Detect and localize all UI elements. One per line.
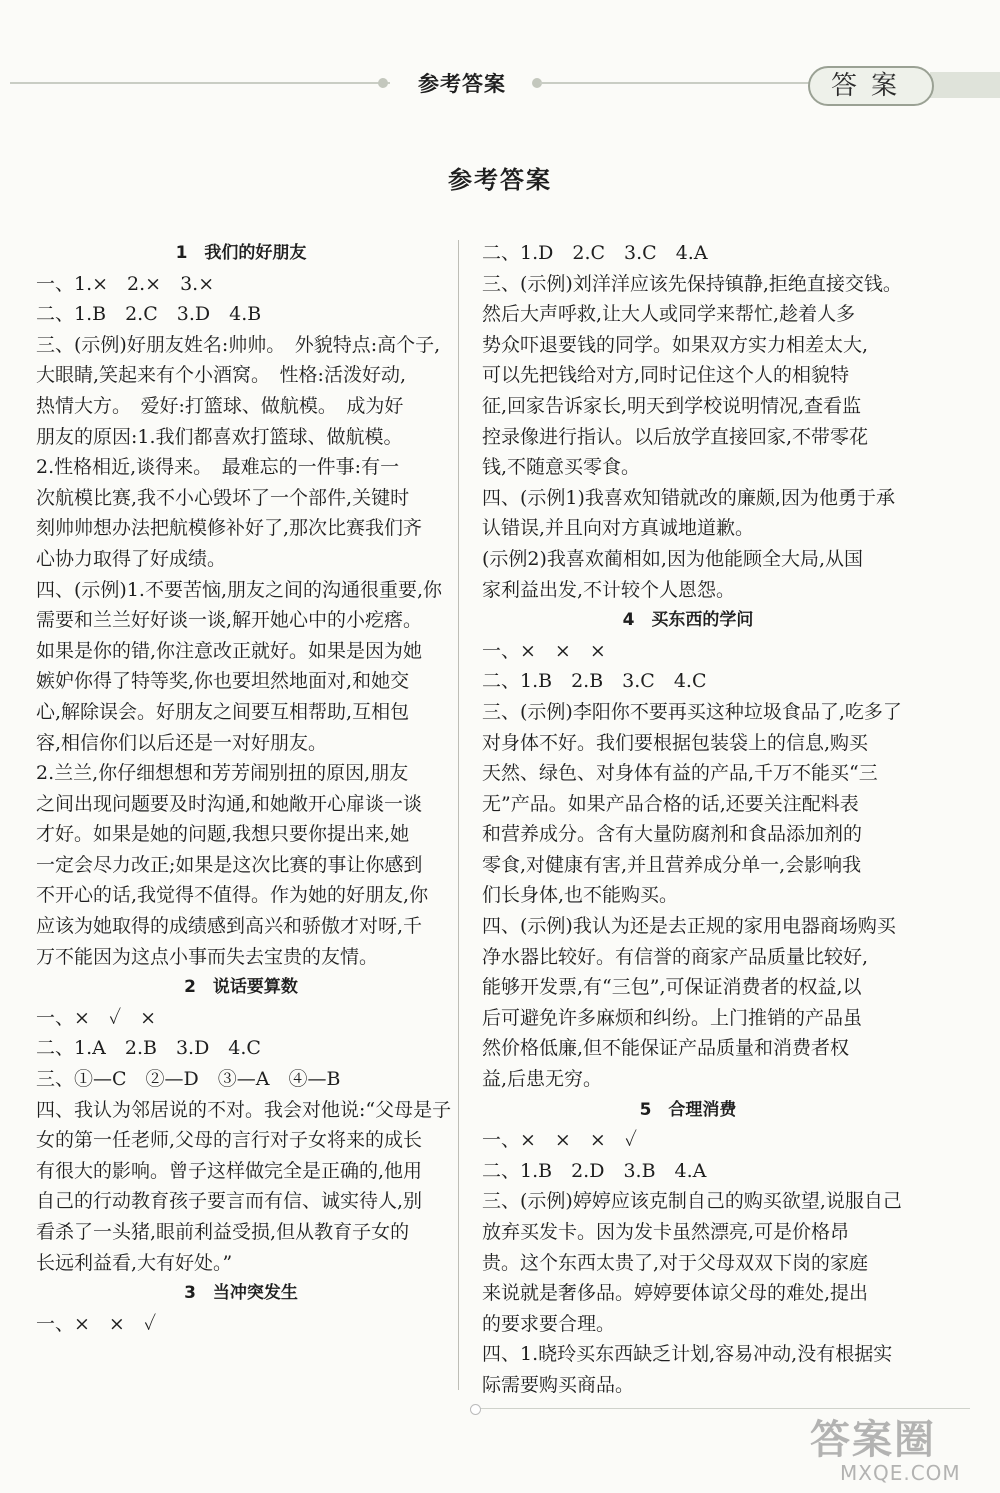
answer-line: 热情大方。 爱好:打篮球、做航模。 成为好 bbox=[36, 394, 404, 417]
answer-line: 放弃买发卡。因为发卡虽然漂亮,可是价格昂 bbox=[482, 1221, 850, 1243]
page-title: 参考答案 bbox=[448, 166, 552, 194]
answer-line: 一、× × × ✓ bbox=[482, 1129, 638, 1152]
header-rule-right bbox=[540, 82, 810, 84]
answer-line: 零食,对健康有害,并且营养成分单一,会影响我 bbox=[482, 853, 862, 876]
answer-line: 四、(示例1)我喜欢知错就改的廉颇,因为他勇于承 bbox=[482, 486, 895, 509]
answer-line: 二、1.A 2.B 3.D 4.C bbox=[36, 1037, 261, 1060]
answer-line: 如果是你的错,你注意改正就好。如果是因为她 bbox=[36, 639, 423, 662]
answer-line: 需要和兰兰好好谈一谈,解开她心中的小疙瘩。 bbox=[36, 609, 423, 632]
answer-line: 心,解除误会。好朋友之间要互相帮助,互相包 bbox=[36, 700, 410, 723]
answer-line: 益,后患无穷。 bbox=[482, 1068, 603, 1091]
answer-line: 来说就是奢侈品。婷婷要体谅父母的难处,提出 bbox=[482, 1282, 869, 1305]
answer-line: 控录像进行指认。以后放学直接回家,不带零花 bbox=[482, 425, 869, 448]
answer-line: 二、1.B 2.B 3.C 4.C bbox=[482, 670, 707, 693]
watermark-text: 答案圈 bbox=[810, 1417, 936, 1463]
watermark-logo bbox=[810, 1418, 990, 1488]
answer-line: 际需要购买商品。 bbox=[482, 1373, 635, 1396]
answer-line: 三、(示例)婷婷应该克制自己的购买欲望,说服自己 bbox=[482, 1190, 902, 1213]
answer-line: 长远利益看,大有好处。” bbox=[36, 1251, 233, 1274]
answer-line: 2.兰兰,你仔细想想和芳芳闹别扭的原因,朋友 bbox=[36, 762, 409, 785]
answer-line: 然价格低廉,但不能保证产品质量和消费者权 bbox=[482, 1037, 850, 1060]
answer-line: 大眼睛,笑起来有个小酒窝。 性格:活泼好动, bbox=[36, 364, 406, 387]
answer-line: 看杀了一头猪,眼前利益受损,但从教育子女的 bbox=[36, 1221, 410, 1243]
answer-line: 和营养成分。含有大量防腐剂和食品添加剂的 bbox=[482, 823, 863, 846]
answer-line: 三、(示例)好朋友姓名:帅帅。 外貌特点:高个子, bbox=[36, 333, 441, 356]
answer-line: 四、(示例)1.不要苦恼,朋友之间的沟通很重要,你 bbox=[36, 578, 443, 601]
answer-line: 三、①—C ②—D ③—A ④—B bbox=[36, 1068, 341, 1091]
answer-line: 四、(示例)我认为还是去正规的家用电器商场购买 bbox=[482, 915, 896, 938]
answer-line: 能够开发票,有“三包”,可保证消费者的权益,以 bbox=[482, 976, 862, 999]
answer-line: 刻帅帅想办法把航模修补好了,那次比赛我们齐 bbox=[36, 517, 423, 540]
section-heading: 1 我们的好朋友 bbox=[175, 243, 307, 263]
answer-line: 四、我认为邻居说的不对。我会对他说:“父母是子 bbox=[36, 1098, 452, 1121]
section-heading: 2 说话要算数 bbox=[184, 977, 298, 998]
answer-line: 之间出现问题要及时沟通,和她敞开心扉谈一谈 bbox=[36, 792, 423, 815]
answer-line: 一、1.× 2.× 3.× bbox=[36, 272, 215, 295]
answer-line: 贵。这个东西太贵了,对于父母双双下岗的家庭 bbox=[482, 1251, 869, 1274]
answer-line: 一定会尽力改正;如果是这次比赛的事让你感到 bbox=[36, 853, 423, 876]
answer-line: 净水器比较好。有信誉的商家产品质量比较好, bbox=[482, 945, 869, 968]
answer-line: 们长身体,也不能购买。 bbox=[482, 884, 679, 907]
header-tab-tail bbox=[930, 72, 1000, 98]
watermark-url: MXQE.COM bbox=[840, 1461, 961, 1485]
header-ornament-left bbox=[378, 78, 388, 88]
answer-line: 心协力取得了好成绩。 bbox=[36, 547, 227, 570]
left-column bbox=[36, 238, 452, 1339]
answer-line: 一、× × ✓ bbox=[36, 1312, 157, 1335]
answer-line: 有很大的影响。曾子这样做完全是正确的,他用 bbox=[36, 1159, 423, 1182]
column-divider bbox=[458, 240, 459, 1390]
answer-line: (示例2)我喜欢蔺相如,因为他能顾全大局,从国 bbox=[482, 547, 863, 570]
answer-line: 二、1.B 2.D 3.B 4.A bbox=[482, 1159, 707, 1182]
answer-line: 容,相信你们以后还是一对好朋友。 bbox=[36, 731, 328, 754]
answer-line: 三、(示例)刘洋洋应该先保持镇静,拒绝直接交钱。 bbox=[482, 272, 902, 295]
answer-line: 天然、绿色、对身体有益的产品,千万不能买“三 bbox=[482, 762, 878, 785]
answer-line: 然后大声呼救,让大人或同学来帮忙,趁着人多 bbox=[482, 303, 856, 326]
answer-line: 朋友的原因:1.我们都喜欢打篮球、做航模。 bbox=[36, 425, 403, 448]
answer-line: 对身体不好。我们要根据包装袋上的信息,购买 bbox=[482, 731, 869, 754]
answer-line: 认错误,并且向对方真诚地道歉。 bbox=[482, 517, 755, 540]
header-title: 参考答案 bbox=[418, 72, 506, 96]
answer-line: 三、(示例)李阳你不要再买这种垃圾食品了,吃多了 bbox=[482, 700, 902, 723]
answer-tab: 答案 bbox=[808, 66, 934, 106]
answer-line: 势众吓退要钱的同学。如果双方实力相差太大, bbox=[482, 333, 869, 356]
header-rule-left bbox=[10, 82, 390, 84]
answer-line: 一、× ✓ × bbox=[36, 1006, 157, 1029]
answer-line: 不开心的话,我觉得不值得。作为她的好朋友,你 bbox=[36, 884, 429, 907]
answer-line: 后可避免许多麻烦和纠纷。上门推销的产品虽 bbox=[482, 1006, 863, 1029]
answer-line: 2.性格相近,谈得来。 最难忘的一件事:有一 bbox=[36, 456, 400, 479]
answer-line: 可以先把钱给对方,同时记住这个人的相貌特 bbox=[482, 364, 850, 387]
footer-ornament bbox=[470, 1404, 481, 1415]
answer-line: 嫉妒你得了特等奖,你也要坦然地面对,和她交 bbox=[36, 670, 410, 693]
answer-line: 一、× × × bbox=[482, 639, 606, 662]
footer-rule bbox=[470, 1408, 970, 1409]
answer-line: 次航模比赛,我不小心毁坏了一个部件,关键时 bbox=[36, 486, 410, 509]
section-heading: 4 买东西的学问 bbox=[622, 610, 754, 631]
answer-line: 女的第一任老师,父母的言行对子女将来的成长 bbox=[36, 1129, 423, 1152]
answer-line: 征,回家告诉家长,明天到学校说明情况,查看监 bbox=[482, 394, 862, 417]
answer-line: 万不能因为这点小事而失去宝贵的友情。 bbox=[36, 945, 379, 968]
page-header bbox=[0, 60, 1000, 112]
answer-line: 应该为她取得的成绩感到高兴和骄傲才对呀,千 bbox=[36, 915, 423, 938]
section-heading: 3 当冲突发生 bbox=[184, 1283, 298, 1304]
answer-line: 四、1.晓玲买东西缺乏计划,容易冲动,没有根据实 bbox=[482, 1343, 893, 1366]
answer-line: 无”产品。如果产品合格的话,还要关注配料表 bbox=[482, 792, 859, 815]
answer-line: 钱,不随意买零食。 bbox=[482, 456, 641, 479]
answer-line: 才好。如果是她的问题,我想只要你提出来,她 bbox=[36, 823, 410, 846]
answer-line: 家利益出发,不计较个人恩怨。 bbox=[482, 578, 736, 601]
section-heading: 5 合理消费 bbox=[639, 1099, 737, 1120]
answer-line: 的要求要合理。 bbox=[482, 1312, 616, 1335]
answer-line: 二、1.D 2.C 3.C 4.A bbox=[482, 242, 708, 264]
answer-line: 自己的行动教育孩子要言而有信、诚实待人,别 bbox=[36, 1190, 423, 1213]
answer-line: 二、1.B 2.C 3.D 4.B bbox=[36, 303, 262, 326]
right-column bbox=[482, 238, 902, 1401]
